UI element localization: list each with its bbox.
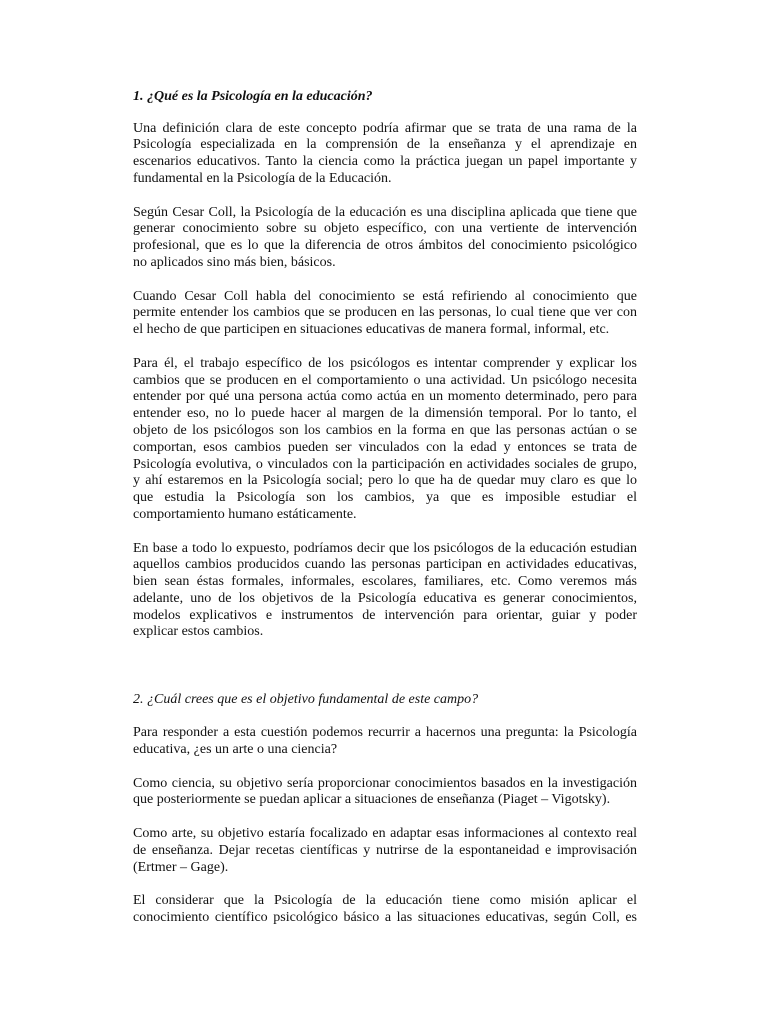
text-line: bien sean éstas formales, informales, escolares, familiares, etc. Como veremos más [133, 574, 637, 590]
text-line: generar conocimiento sobre su objeto específico, con una vertiente de intervención [133, 221, 637, 237]
text-line: permite entender los cambios que se producen en las personas, lo cual tiene que ver con [133, 305, 637, 321]
paragraph [133, 356, 637, 524]
text-line: modelos explicativos e instrumentos de intervención para orientar, guiar y poder [133, 607, 637, 623]
paragraph [133, 205, 637, 272]
text-line: Como ciencia, su objetivo sería proporcionar conocimientos basados en la investigación [133, 775, 637, 791]
text-line: entender eso, no lo puede hacer al margen de la dimensión temporal. Por lo tanto, el [133, 406, 637, 422]
paragraph [133, 893, 637, 927]
text-line: aquellos cambios producidos cuando las personas participan en actividades educativas, [133, 557, 637, 573]
text-line: explicar estos cambios. [133, 624, 264, 640]
document-body [133, 89, 637, 944]
section-heading: 2. ¿Cuál crees que es el objetivo fundamental de este campo? [133, 691, 479, 707]
text-line: escenarios educativos. Tanto la ciencia como la práctica juegan un papel importante y [133, 154, 637, 170]
paragraph [133, 776, 637, 810]
text-line: no aplicados sino más bien, básicos. [133, 254, 336, 270]
text-line: Como arte, su objetivo estaría focalizado en adaptar esas informaciones al contexto real [133, 826, 637, 842]
paragraph [133, 121, 637, 188]
text-line: Para él, el trabajo específico de los psicólogos es intentar comprender y explicar los [133, 355, 637, 371]
paragraph [133, 826, 637, 876]
section-heading: 1. ¿Qué es la Psicología en la educación? [133, 88, 373, 104]
text-line: En base a todo lo expuesto, podríamos decir que los psicólogos de la educación estudian [133, 540, 637, 556]
text-line: Según Cesar Coll, la Psicología de la educación es una disciplina aplicada que tiene que [133, 204, 637, 220]
text-line: profesional, que es lo que la diferencia de otros ámbitos del conocimiento psicológico [133, 238, 637, 254]
text-line: comportamiento humano estáticamente. [133, 506, 357, 522]
text-line: fundamental en la Psicología de la Educación. [133, 170, 392, 186]
paragraph [133, 289, 637, 339]
text-line: El considerar que la Psicología de la educación tiene como misión aplicar el [133, 893, 637, 909]
text-line: Cuando Cesar Coll habla del conocimiento se está refiriendo al conocimiento que [133, 288, 637, 304]
text-line: cambios que se producen en el comportamiento o una actividad. Un psicólogo necesita [133, 372, 637, 388]
text-line: que posteriormente se puedan aplicar a situaciones de enseñanza (Piaget – Vigotsky). [133, 792, 611, 808]
text-line: y ahí estaremos en la Psicología social; pero lo que ha de quedar muy claro es que lo [133, 473, 637, 489]
text-line: comportan, esos cambios pueden ser vinculados con la edad y entonces se trata de [133, 439, 637, 455]
text-line: Una definición clara de este concepto podría afirmar que se trata de una rama de la [133, 120, 637, 136]
section-2 [133, 692, 637, 927]
text-line: (Ertmer – Gage). [133, 859, 229, 875]
text-line: conocimiento científico psicológico básico a las situaciones educativas, según Coll, es [133, 910, 637, 926]
text-line: el hecho de que participen en situaciones educativas de manera formal, informal, etc. [133, 322, 610, 338]
text-line: adelante, uno de los objetivos de la Psicología educativa es generar conocimientos, [133, 590, 637, 606]
text-line: que estudia la Psicología son los cambios, ya que es imposible estudiar el [133, 490, 637, 506]
text-line: Psicología evolutiva, o vinculados con la participación en actividades sociales de grupo, [133, 456, 637, 472]
text-line: objeto de los psicólogos son los cambios en la forma en que las personas actúan o se [133, 422, 637, 438]
section-1 [133, 89, 637, 642]
paragraph [133, 725, 637, 759]
text-line: entender por qué una persona actúa como actúa en un momento determinado, pero para [133, 389, 637, 405]
text-line: Para responder a esta cuestión podemos recurrir a hacernos una pregunta: la Psicología [133, 725, 637, 741]
text-line: educativa, ¿es un arte o una ciencia? [133, 742, 338, 758]
text-line: de enseñanza. Dejar recetas científicas y nutrirse de la espontaneidad e improvisación [133, 842, 637, 858]
paragraph [133, 541, 637, 642]
text-line: Psicología especializada en la comprensión de la enseñanza y el aprendizaje en [133, 137, 637, 153]
